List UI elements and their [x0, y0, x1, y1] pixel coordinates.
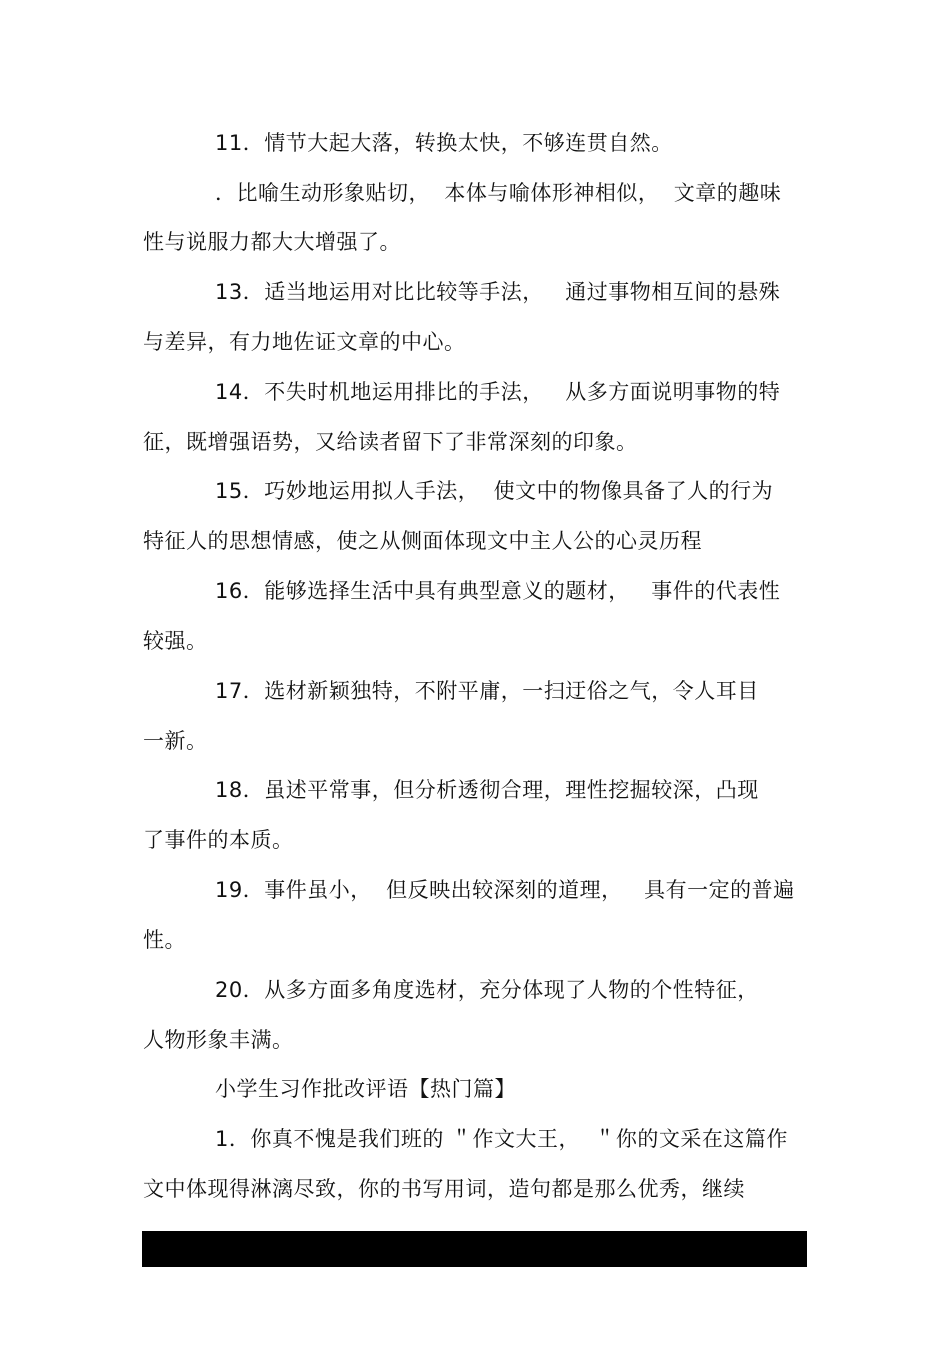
text-line: 较强。	[143, 629, 208, 653]
text-line: 性。	[143, 928, 186, 952]
text-line: 18．虽述平常事，但分析透彻合理，理性挖掘较深，凸现	[215, 778, 759, 802]
text-line: 1．你真不愧是我们班的 ＂作文大王， ＂你的文采在这篇作	[215, 1127, 788, 1151]
text-line: 16．能够选择生活中具有典型意义的题材， 事件的代表性	[215, 579, 781, 603]
section-heading: 小学生习作批改评语【热门篇】	[215, 1077, 516, 1101]
text-line: 17．选材新颖独特，不附平庸，一扫迂俗之气，令人耳目	[215, 679, 759, 703]
text-line: ．比喻生动形象贴切， 本体与喻体形神相似， 文章的趣味	[215, 181, 782, 205]
text-line: 征，既增强语势，又给读者留下了非常深刻的印象。	[143, 430, 638, 454]
text-line: 15．巧妙地运用拟人手法， 使文中的物像具备了人的行为	[215, 479, 774, 503]
text-line: 人物形象丰满。	[143, 1028, 294, 1052]
text-line: 了事件的本质。	[143, 828, 294, 852]
text-line: 14．不失时机地运用排比的手法， 从多方面说明事物的特	[215, 380, 781, 404]
text-line: 一新。	[143, 729, 208, 753]
text-line: 20．从多方面多角度选材，充分体现了人物的个性特征，	[215, 978, 759, 1002]
footer-redaction-bar	[142, 1231, 807, 1267]
text-line: 19．事件虽小， 但反映出较深刻的道理， 具有一定的普遍	[215, 878, 795, 902]
text-line: 性与说服力都大大增强了。	[143, 230, 401, 254]
text-line: 文中体现得淋漓尽致，你的书写用词，造句都是那么优秀，继续	[143, 1177, 745, 1201]
text-line: 11．情节大起大落，转换太快，不够连贯自然。	[215, 131, 673, 155]
text-line: 特征人的思想情感，使之从侧面体现文中主人公的心灵历程	[143, 529, 702, 553]
text-line: 13．适当地运用对比比较等手法， 通过事物相互间的悬殊	[215, 280, 781, 304]
text-line: 与差异，有力地佐证文章的中心。	[143, 330, 466, 354]
